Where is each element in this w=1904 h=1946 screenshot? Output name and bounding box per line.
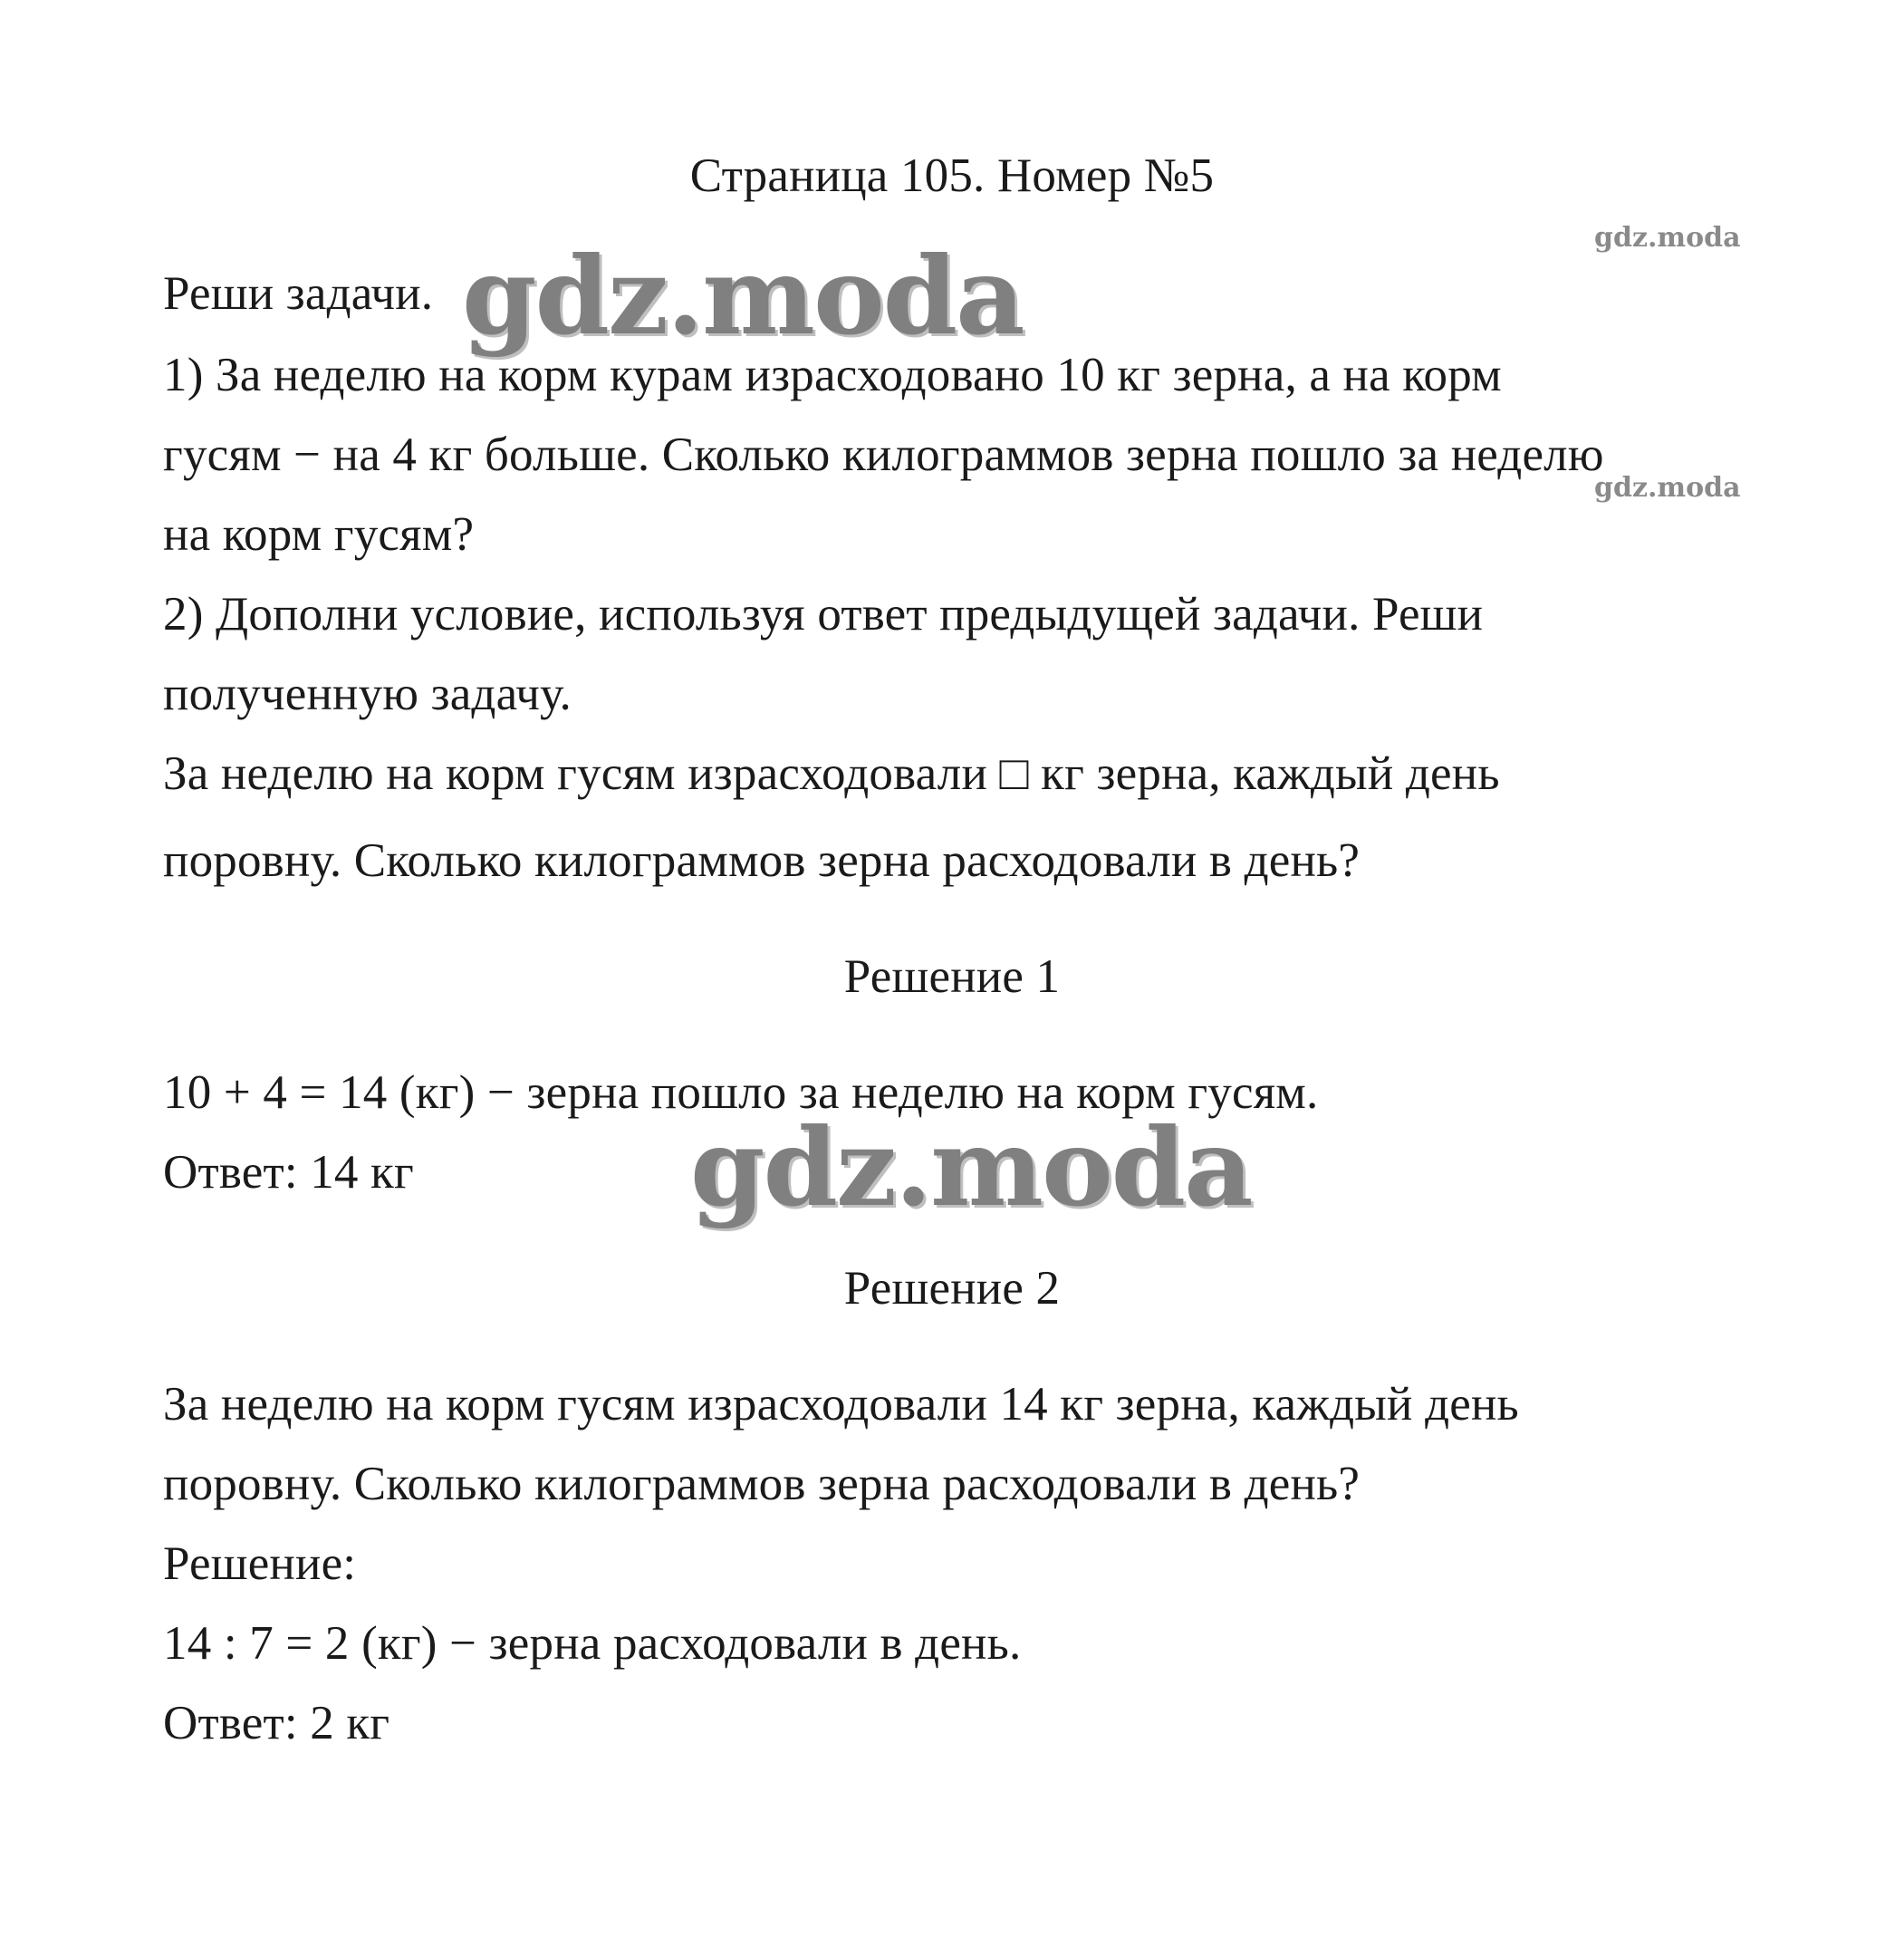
task-2-line-2: полученную задачу. — [163, 668, 572, 720]
solution-2-line-2: поровну. Сколько килограммов зерна расходовали в день? — [163, 1458, 1361, 1510]
task-intro: Реши задачи. — [163, 267, 434, 320]
task-3-line-2: поровну. Сколько килограммов зерна расходовали в день? — [163, 834, 1361, 887]
page-title: Страница 105. Номер №5 — [689, 149, 1215, 202]
watermark-large-top: gdz.moda — [462, 233, 1024, 359]
task-2-line-1: 2) Дополни условие, используя ответ предыдущей задачи. Реши — [163, 588, 1484, 641]
task-1-line-1: 1) За неделю на корм курам израсходовано 10 кг зерна, а на корм — [163, 349, 1502, 401]
solution-1-calculation: 10 + 4 = 14 (кг) − зерна пошло за неделю на корм гусям. — [163, 1066, 1319, 1119]
task-1-line-3: на корм гусям? — [163, 508, 475, 561]
watermark-large-middle: gdz.moda — [690, 1104, 1252, 1230]
watermark-small-top: gdz.moda — [1594, 222, 1741, 254]
solution-1-answer: Ответ: 14 кг — [163, 1146, 414, 1199]
task-3-line-1: За неделю на корм гусям израсходовали □ кг зерна, каждый день — [163, 747, 1500, 800]
task-1-line-2: гусям − на 4 кг больше. Сколько килограммов зерна пошло за неделю — [163, 429, 1604, 481]
solution-2-calculation: 14 : 7 = 2 (кг) − зерна расходовали в день. — [163, 1617, 1022, 1670]
solution-2-answer: Ответ: 2 кг — [163, 1697, 390, 1749]
solution-2-label: Решение: — [163, 1537, 357, 1590]
solution-1-heading: Решение 1 — [843, 950, 1061, 1003]
solution-2-heading: Решение 2 — [843, 1262, 1061, 1315]
solution-2-line-1: За неделю на корм гусям израсходовали 14 кг зерна, каждый день — [163, 1378, 1519, 1431]
watermark-small-middle: gdz.moda — [1594, 472, 1741, 504]
